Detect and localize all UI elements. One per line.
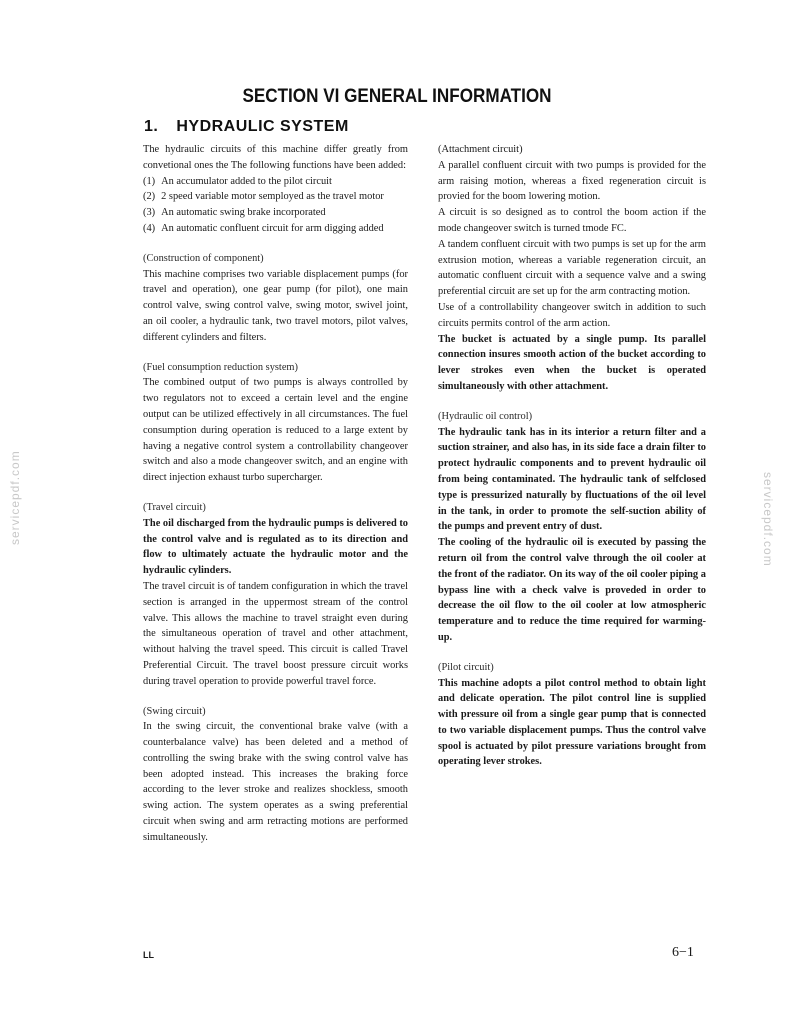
chapter-heading [144,118,349,136]
oil-control-text-2: The cooling of the hydraulic oil is executed by passing the return oil from the control valve through the oil cooler at the front of the radiator. On its way of the oil cooler piping a bypass line with a check valve is proveded in order to decrease the oil flow to the oil cooler at low atmospheric temperature and to reduce the time required for warming-up. [438,537,706,643]
oil-control-heading: (Hydraulic oil control) [438,410,533,422]
watermark-left: servicepdf.com [8,450,22,545]
oil-control-text-1: The hydraulic tank has in its interior a return filter and a suction strainer, and also has, in its side face a drain filter to protect hydraulic components and to prevent hydraulic oil from being contaminated. The hydraulic tank of selfclosed type is pressurized naturally by fluctuations of the oil level in the tank, in order to promote the self-suction ability of the pumps and prevent entry of dust. [438,426,706,533]
attachment-text-1: A parallel confluent circuit with two pumps is provided for the arm raising motion, whereas a fixed regeneration circuit is provied for the boom lowering motion. [438,159,706,203]
footer-code: LL [143,950,154,960]
fuel-heading: (Fuel consumption reduction system) [143,361,298,373]
list-item [143,189,408,205]
intro-text: The hydraulic circuits of this machine differ greatly from convetional ones the The following functions have been added: [143,144,408,171]
list-item [143,174,408,190]
construction-text: This machine comprises two variable displacement pumps (for travel and operation), one gear pump (for pilot), one main control valve, swing control valve, swing motor, swivel joint, an oil cooler, a hydraulic tank, two travel motors, pilot valves, different cylinders and filters. [143,268,408,343]
pilot-text: This machine adopts a pilot control method to obtain light and delicate operation. The pilot control line is supplied with pressure oil from a single gear pump that is connected to two variable displacement pumps. Thus the control valve spool is actuated by pilot pressure variations brought from operating lever strokes. [438,677,706,768]
pilot-heading: (Pilot circuit) [438,661,494,673]
watermark-right: servicepdf.com [761,472,775,567]
swing-text: In the swing circuit, the conventional brake valve (with a counterbalance valve) has been deleted and a method of controlling the swing brake with the swing control valve has been adopted instead. This increases the braking force according to the lever stroke and realizes shockless, smooth swing action. The system operates as a swing preferential circuit when swing and arm retracting motions are performed simultaneously. [143,721,408,843]
attachment-text-2: A circuit is so designed as to control the boom action if the mode changeover switch is turned tmode FC. [438,207,706,234]
list-text: An automatic swing brake incorporated [161,207,326,219]
list-marker: (2) [143,191,156,203]
left-column [143,142,408,846]
attachment-text-5: The bucket is actuated by a single pump. Its parallel connection insures smooth action of the bucket according to lever strokes even when the bucket is operated simultaneously with other attachment. [438,333,706,392]
travel-heading: (Travel circuit) [143,501,206,513]
attachment-text-3: A tandem confluent circuit with two pumps is set up for the arm extrusion motion, whereas a variable regeneration circuit, an automatic confluent circuit with a sequence valve and a swing preferential circuit are set up for the arm contracting motion. [438,238,706,298]
swing-heading: (Swing circuit) [143,705,206,717]
list-marker: (1) [143,175,156,187]
travel-text-2: The travel circuit is of tandem configuration in which the travel section is arranged in the uppermost stream of the control valve. This allows the machine to travel straight even during the simultaneous operation of travel and other attachment, without halving the travel speed. This circuit is called Travel Preferential Circuit. The travel boost pressure circuit works during travel operation to provide powerful travel force. [143,580,408,687]
feature-list [143,174,408,237]
chapter-title: HYDRAULIC SYSTEM [176,118,349,135]
construction-heading: (Construction of component) [143,252,264,264]
list-text: 2 speed variable motor semployed as the travel motor [161,191,384,203]
section-title: SECTION VI GENERAL INFORMATION [242,86,552,107]
right-column [438,142,706,770]
list-text: An automatic confluent circuit for arm digging added [161,222,384,234]
list-item [143,221,408,237]
travel-text-1: The oil discharged from the hydraulic pumps is delivered to the control valve and is regulated as to its direction and flow to ultimately actuate the hydraulic motor and the hydraulic cylinders. [143,517,408,577]
list-item [143,205,408,221]
attachment-heading: (Attachment circuit) [438,144,523,155]
list-marker: (3) [143,207,156,219]
fuel-text: The combined output of two pumps is always controlled by two regulators not to exceed a certain level and the engine output can be utilized effectively in all circumstances. The fuel consumption during operation is reduced to a large extent by having a negative control system a controllability changeover switch and also a mode changeover switch, and an engine with direct injection exhaust turbo supercharger. [143,377,408,484]
list-text: An accumulator added to the pilot circuit [161,175,332,187]
list-marker: (4) [143,222,156,234]
attachment-text-4: Use of a controllability changeover switch in addition to such circuits permits control of the arm action. [438,301,706,329]
chapter-number: 1. [144,118,159,135]
page-number: 6−1 [672,945,694,960]
